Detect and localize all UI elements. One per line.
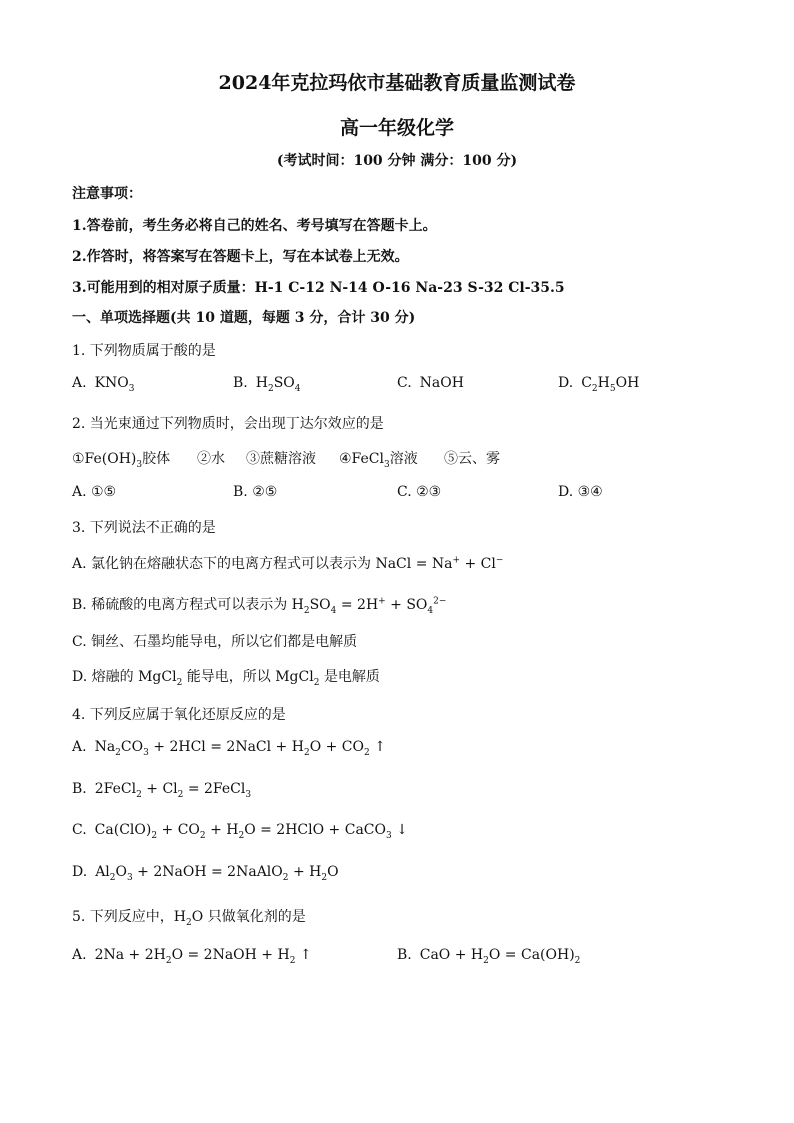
- q3-option-c: C. 铜丝、石墨均能导电，所以它们都是电解质: [72, 634, 358, 650]
- q3-stem: 3. 下列说法不正确的是: [72, 520, 216, 536]
- q4-option-d: D. $Al_2O_3$ + 2NaOH = 2NaAlO$_2$ + $H_2O$: [72, 864, 339, 883]
- q5-stem: 5. 下列反应中，$H_2O$ 只做氧化剂的是: [72, 909, 306, 928]
- q3-option-b: B. 稀硫酸的电离方程式可以表示为 $H_2SO_4 = 2H^+ + SO_4^{2-}$: [72, 596, 447, 616]
- note-item-1: 1.答卷前，考生务必将自己的姓名、考号填写在答题卡上。: [72, 218, 437, 234]
- q2-stem: 2. 当光束通过下列物质时，会出现丁达尔效应的是: [72, 416, 384, 432]
- q2-material-2: ②水: [197, 451, 225, 467]
- note-item-3: 3.可能用到的相对原子质量：H-1 C-12 N-14 O-16 Na-23 S-32 Cl-35.5: [72, 280, 565, 296]
- section-title: 一、单项选择题(共 10 道题，每题 3 分，合计 30 分): [72, 310, 416, 326]
- q3-option-d: D. 熔融的 MgCl$_2$ 能导电，所以 MgCl$_2$ 是电解质: [72, 669, 380, 688]
- q4-option-c: C. $Ca(ClO)_2 + CO_2 + H_2O$ = 2HClO + CaCO$_3$ ↓: [72, 822, 408, 841]
- q2-material-5: ⑤云、雾: [444, 451, 500, 467]
- q1-stem: 1. 下列物质属于酸的是: [72, 343, 216, 359]
- q1-option-c-label: C.: [397, 375, 412, 391]
- q2-option-c: C. ②③: [397, 484, 442, 500]
- q1-option-b-label: B.: [233, 375, 248, 391]
- exam-info: (考试时间：100 分钟 满分：100 分): [276, 153, 518, 169]
- q4-option-b-label: B.: [72, 781, 87, 797]
- q4-option-a-label: A.: [72, 739, 87, 755]
- q1-option-b: B. $H_2SO_4$: [233, 375, 301, 394]
- q2-option-a: A. ①⑤: [72, 484, 117, 500]
- q1-option-a-label: A.: [72, 375, 87, 391]
- q2-option-d: D. ③④: [558, 484, 603, 500]
- q4-option-b: B. 2FeCl$_2$ + $Cl_2$ = 2FeCl$_3$: [72, 781, 252, 800]
- exam-title: 2024年克拉玛依市基础教育质量监测试卷: [218, 72, 576, 94]
- q1-option-a: A. $KNO_3$: [72, 375, 135, 394]
- q2-option-b: B. ②⑤: [233, 484, 278, 500]
- q1-option-d: D. $C_2H_5OH$: [558, 375, 640, 394]
- q2-material-1: $①Fe(OH)_3$胶体: [72, 451, 171, 470]
- q4-option-a: A. $Na_2CO_3 + 2HCl$ = 2NaCl + $H_2O + CO_2$ ↑: [72, 739, 386, 758]
- q5-option-b-label: B.: [397, 947, 412, 963]
- q1-option-c: C. NaOH: [397, 375, 464, 391]
- q4-stem: 4. 下列反应属于氧化还原反应的是: [72, 707, 286, 723]
- q5-option-a: A. $2Na + 2H_2O$ = 2NaOH + $H_2$ ↑: [72, 947, 312, 966]
- q3-option-a: A. 氯化钠在熔融状态下的电离方程式可以表示为 NaCl = Na+ + Cl−: [72, 555, 504, 572]
- q2-material-3: ③蔗糖溶液: [246, 451, 316, 467]
- q5-option-b: B. CaO + $H_2O = Ca(OH)_2$: [397, 947, 581, 966]
- q4-option-c-label: C.: [72, 822, 87, 838]
- note-item-2: 2.作答时，将答案写在答题卡上，写在本试卷上无效。: [72, 249, 409, 265]
- notes-heading: 注意事项：: [72, 186, 142, 202]
- q2-material-4: ④FeCl$_3$溶液: [339, 451, 418, 470]
- q5-option-a-label: A.: [72, 947, 87, 963]
- q1-option-d-label: D.: [558, 375, 574, 391]
- q4-option-d-label: D.: [72, 864, 88, 880]
- exam-subtitle: 高一年级化学: [339, 117, 454, 139]
